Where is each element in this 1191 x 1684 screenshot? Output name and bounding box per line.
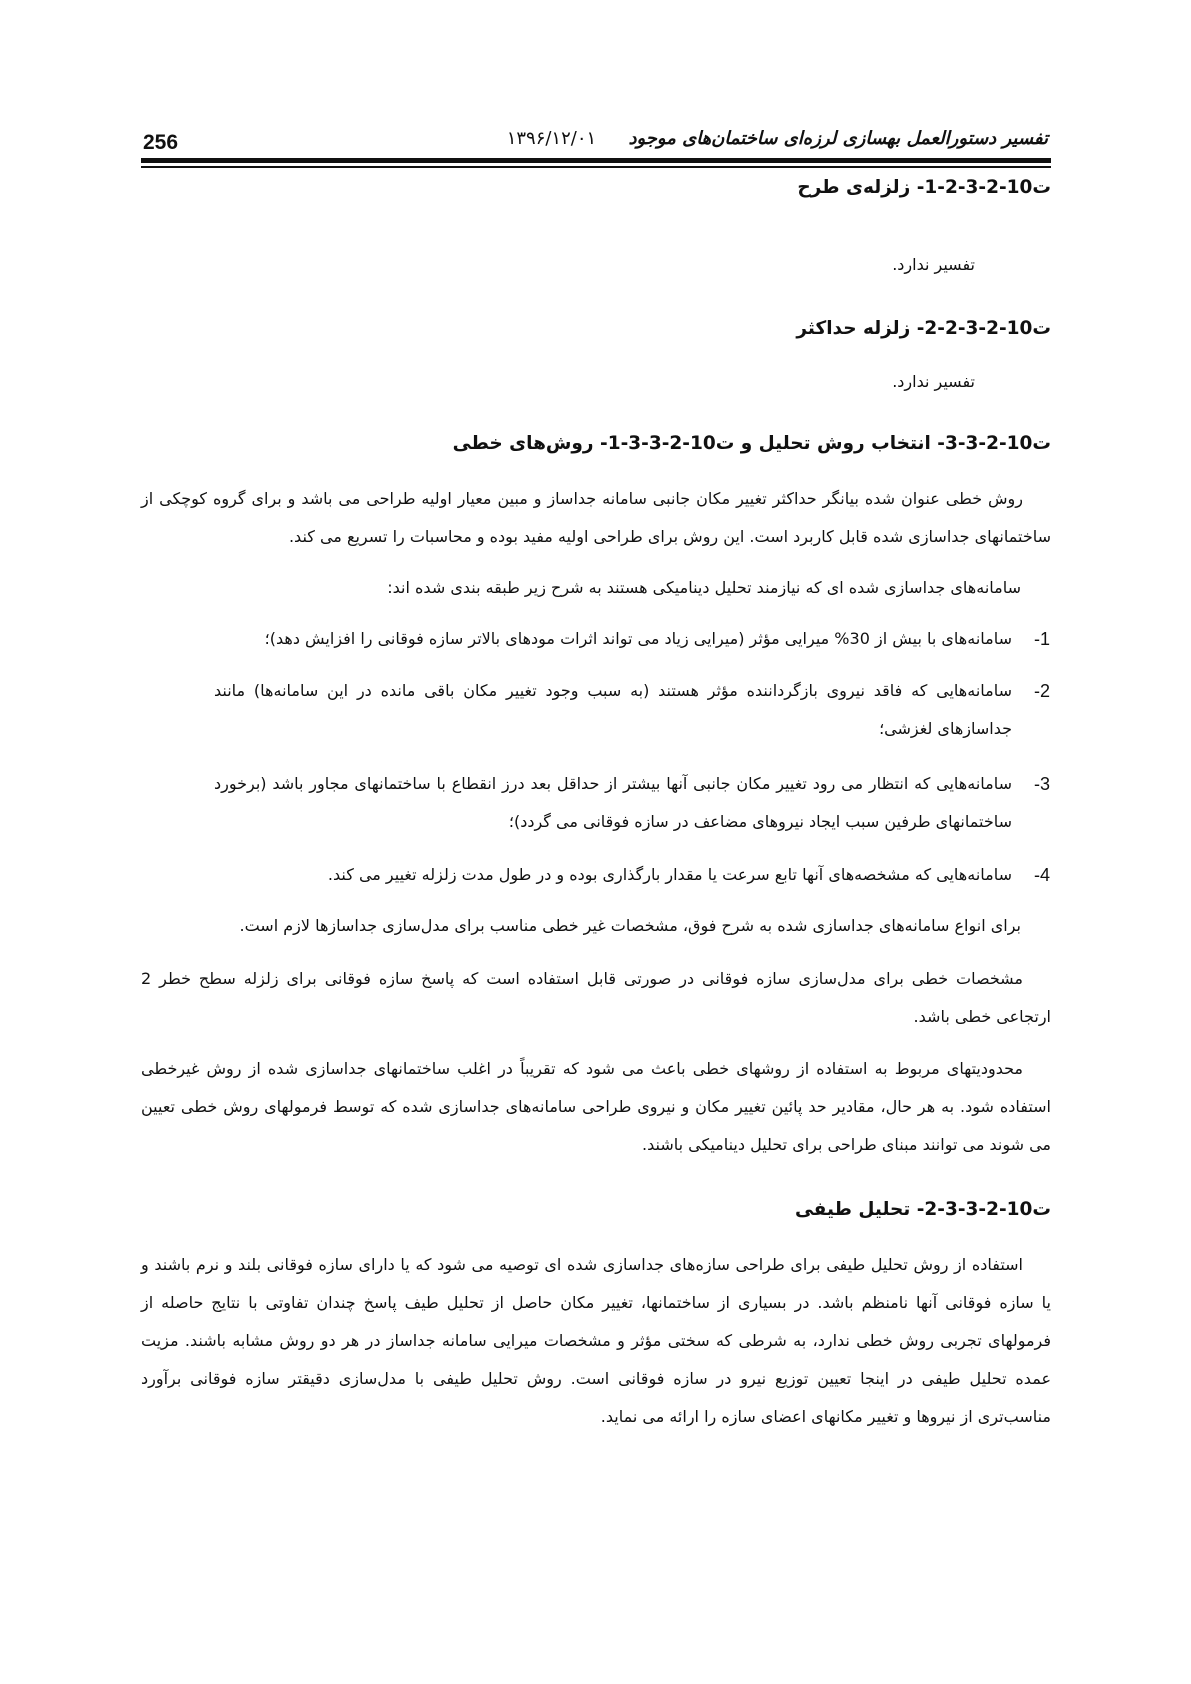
list-item-number: 4- <box>1033 865 1050 885</box>
book-title: تفسیر دستورالعمل بهسازی لرزه‌ای ساختمان‌های موجود <box>628 128 1048 149</box>
list-item <box>214 620 1050 658</box>
section-heading-design-earthquake: ت10-2-3-2-1- زلزله‌ی طرح <box>797 177 1051 198</box>
section-heading-analysis-method: ت10-2-3-3- انتخاب روش تحلیل و ت10-2-3-3-1- روش‌های خطی <box>452 433 1051 454</box>
header-rule-thin <box>141 166 1051 168</box>
paragraph-spectral-analysis: استفاده از روش تحلیل طیفی برای طراحی سازه‌های جداسازی شده ای توصیه می شود که یا دارای سازه فوقانی بلند و نرم باشند و یا سازه فوقانی آنها نامنظم باشد. در بسیاری از ساختمانها، تغییر مکان حاصل از تحلیل طیف پاسخ چندان تفاوتی با نتایج حاصله از فرمولهای تجربی روش خطی ندارد، به شرطی که سختی مؤثر و مشخصات میرایی سامانه جداساز در هر دو روش مشابه باشند. مزیت عمده تحلیل طیفی در اینجا تعیین توزیع نیرو در سازه فوقانی است. روش تحلیل طیفی با مدل‌سازی دقیقتر سازه فوقانی برآورد مناسب‌تری از نیروها و تغییر مکانهای اعضای سازه را ارائه می نماید. <box>141 1255 1051 1426</box>
paragraph-linear-properties: مشخصات خطی برای مدل‌سازی سازه فوقانی در صورتی قابل استفاده است که پاسخ سازه فوقانی برای زلزله سطح خطر 2 ارتجاعی خطی باشد. <box>141 969 1051 1026</box>
running-header <box>507 128 1048 149</box>
header-date: ۱۳۹۶/۱۲/۰۱ <box>506 128 597 149</box>
paragraph-classification-intro: سامانه‌های جداسازی شده ای که نیازمند تحلیل دینامیکی هستند به شرح زیر طبقه بندی شده اند: <box>387 578 1021 597</box>
header-rule-thick <box>141 158 1051 163</box>
list-item-text: سامانه‌های با بیش از 30% میرایی مؤثر (میرایی زیاد می تواند اثرات مودهای بالاتر سازه فوقانی را افزایش دهد)؛ <box>264 629 1012 648</box>
section-body-no-commentary-2: تفسیر ندارد. <box>892 372 975 391</box>
section-heading-spectral-analysis: ت10-2-3-3-2- تحلیل طیفی <box>794 1199 1051 1220</box>
list-item-text: سامانه‌هایی که انتظار می رود تغییر مکان جانبی آنها بیشتر از حداقل بعد درز انقطاع با ساختمانهای مجاور باشد (برخورد ساختمانهای طرفین سبب ایجاد نیروهای مضاعف در سازه فوقانی می گردد)؛ <box>214 774 1012 831</box>
paragraph-limitations: محدودیتهای مربوط به استفاده از روشهای خطی باعث می شود که تقریباً در اغلب ساختمانهای جداسازی شده از روش غیرخطی استفاده شود. به هر حال، مقادیر حد پائین تغییر مکان و نیروی طراحی سامانه‌های جداسازی شده که توسط فرمولهای روش خطی تعیین می شوند می توانند مبنای طراحی برای تحلیل دینامیکی باشند. <box>141 1059 1051 1154</box>
section-body-no-commentary-1: تفسیر ندارد. <box>892 255 975 274</box>
list-item-text: سامانه‌هایی که مشخصه‌های آنها تابع سرعت یا مقدار بارگذاری بوده و در طول مدت زلزله تغییر می کند. <box>327 865 1012 884</box>
list-item <box>214 856 1050 894</box>
paragraph-linear-method: روش خطی عنوان شده بیانگر حداکثر تغییر مکان جانبی سامانه جداساز و مبین معیار اولیه طراحی می باشد و برای گروه کوچکی از ساختمانهای جداسازی شده قابل کاربرد است. این روش برای طراحی اولیه مفید بوده و محاسبات را تسریع می کند. <box>141 489 1051 546</box>
list-item-text: سامانه‌هایی که فاقد نیروی بازگرداننده مؤثر هستند (به سبب وجود تغییر مکان باقی مانده در این سامانه‌ها) مانند جداسازهای لغزشی؛ <box>214 681 1012 738</box>
section-heading-max-earthquake: ت10-2-3-2-2- زلزله حداکثر <box>796 318 1051 339</box>
paragraph-nonlinear-properties: برای انواع سامانه‌های جداسازی شده به شرح فوق، مشخصات غیر خطی مناسب برای مدل‌سازی جداسازها لازم است. <box>239 916 1021 935</box>
list-item-number: 2- <box>1033 681 1050 701</box>
list-item-number: 1- <box>1033 629 1050 649</box>
list-item-number: 3- <box>1033 774 1050 794</box>
page-number: 256 <box>143 131 179 154</box>
list-item <box>214 672 1050 748</box>
list-item <box>214 765 1050 841</box>
